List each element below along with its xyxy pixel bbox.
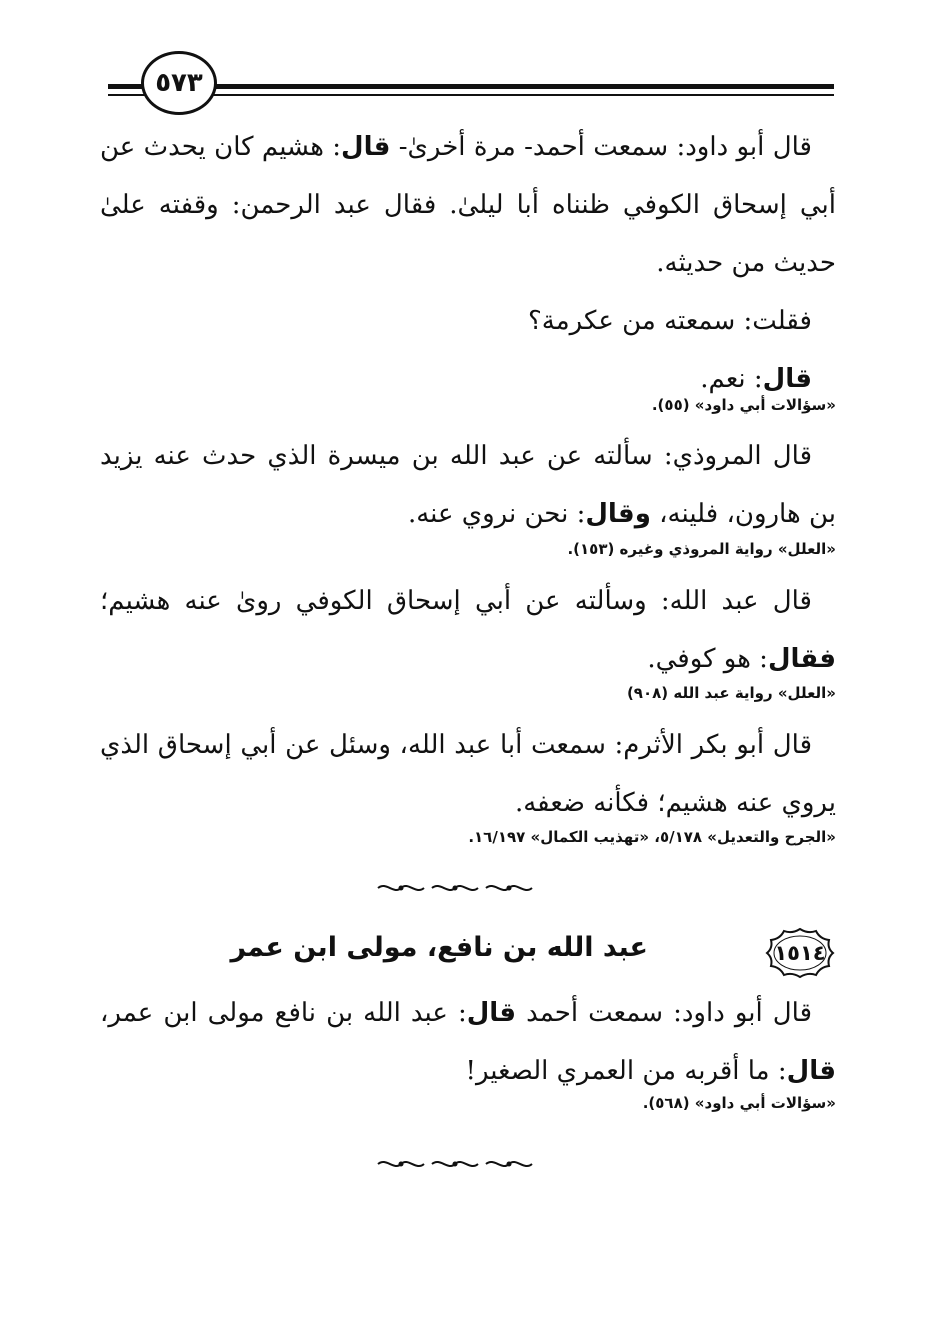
page-number: ٥٧٣ [141, 51, 217, 115]
section-2 [100, 427, 836, 543]
text-run: قال المروذي: سألته عن عبد الله بن ميسرة الذي حدث عنه يزيد بن هارون، فلينه، [100, 441, 836, 529]
ornament-divider [360, 880, 550, 896]
paragraph [100, 572, 836, 688]
paragraph [100, 292, 836, 350]
text-run: فقلت: سمعته من عكرمة؟ [527, 306, 812, 336]
section-1 [100, 118, 836, 408]
bold-keyword: قال [466, 998, 517, 1028]
entry-number-badge [764, 926, 836, 980]
ornament-divider [360, 1156, 550, 1172]
bold-keyword: فقال [767, 644, 836, 674]
paragraph [100, 984, 836, 1100]
source-citation: «سؤالات أبي داود» (٥٥). [651, 396, 836, 414]
entry-number: ١٥١٤ [774, 941, 826, 965]
paragraph [100, 716, 836, 832]
ornament-icon [376, 881, 426, 895]
section-3 [100, 572, 836, 688]
source-citation: «سؤالات أبي داود» (٥٦٨). [642, 1094, 836, 1112]
ornament-icon [484, 881, 534, 895]
text-run: : هشيم كان يحدث عن أبي إسحاق الكوفي ظنناه أبا ليلىٰ. فقال عبد الرحمن: وقفته علىٰ حديث من حديثه. [100, 132, 836, 278]
ornament-icon [376, 1157, 426, 1171]
text-run: : ما أقربه من العمري الصغير! [465, 1056, 787, 1086]
text-run: قال أبو بكر الأثرم: سمعت أبا عبد الله، وسئل عن أبي إسحاق الذي يروي عنه هشيم؛ فكأنه ضعفه. [100, 730, 836, 818]
bold-keyword: وقال [585, 499, 651, 529]
text-run: قال عبد الله: وسألته عن أبي إسحاق الكوفي روىٰ عنه هشيم؛ [100, 586, 812, 616]
entry-title: عبد الله بن نافع، مولى ابن عمر [230, 932, 648, 963]
paragraph [100, 427, 836, 543]
header-rule-thin [108, 94, 834, 96]
source-citation: «العلل» رواية عبد الله (٩٠٨) [626, 684, 836, 702]
bold-keyword: قال [341, 132, 391, 162]
text-run: قال أبو داود: سمعت أحمد- مرة أخرىٰ- [390, 132, 812, 162]
entry-body [100, 984, 836, 1100]
source-citation: «الجرح والتعديل» ٥/١٧٨، «تهذيب الكمال» ١٦/١٩٧. [468, 828, 836, 846]
text-run: : نحن نروي عنه. [407, 499, 586, 529]
source-citation: «العلل» رواية المروذي وغيره (١٥٣). [567, 540, 836, 558]
bold-keyword: قال [786, 1056, 836, 1086]
ornament-icon [430, 1157, 480, 1171]
text-run: : هو كوفي. [647, 644, 768, 674]
text-run: قال أبو داود: سمعت أحمد [516, 998, 812, 1028]
text-run: : عبد الله بن نافع مولى ابن عمر، [100, 998, 467, 1028]
paragraph [100, 118, 836, 292]
ornament-icon [430, 881, 480, 895]
bold-keyword: قال [762, 364, 812, 394]
text-run: : نعم. [700, 364, 763, 394]
ornament-icon [484, 1157, 534, 1171]
section-4 [100, 716, 836, 832]
